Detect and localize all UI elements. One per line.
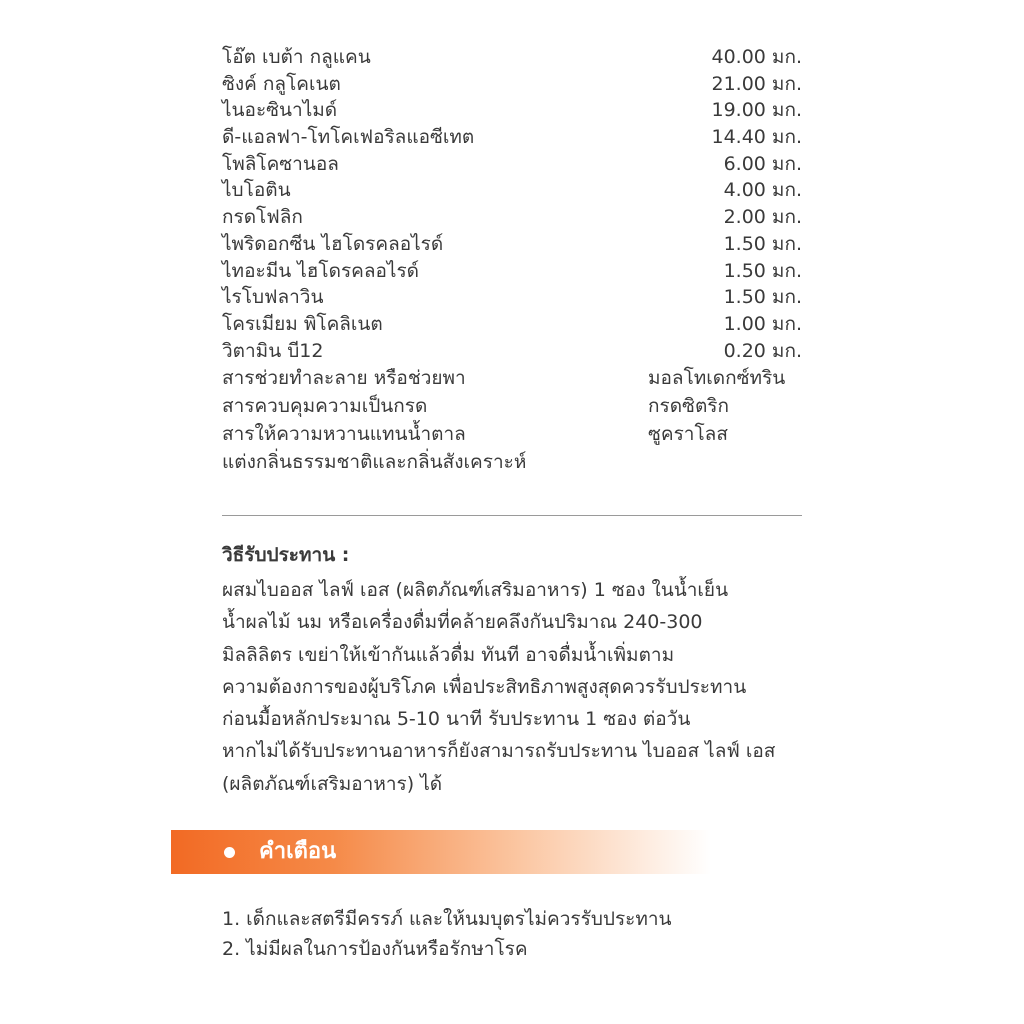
usage-line: (ผลิตภัณฑ์เสริมอาหาร) ได้ — [222, 772, 443, 795]
additive-row — [222, 364, 802, 392]
ingredient-row — [222, 44, 802, 71]
ingredient-row — [222, 258, 802, 285]
additive-value: ซูคราโลส — [648, 423, 728, 446]
ingredient-row — [222, 311, 802, 338]
ingredient-name: วิตามิน บี12 — [222, 339, 324, 362]
usage-line: ก่อนมื้อหลักประมาณ 5-10 นาที รับประทาน 1 ซอง ต่อวัน — [222, 708, 691, 731]
ingredient-row — [222, 124, 802, 151]
additive-name: สารช่วยทำละลาย หรือช่วยพา — [222, 367, 466, 390]
usage-line: มิลลิลิตร เขย่าให้เข้ากันแล้วดื่ม ทันที อาจดื่มน้ำเพิ่มตาม — [222, 643, 675, 666]
ingredient-row — [222, 151, 802, 178]
ingredient-amount: 4.00 มก. — [723, 179, 802, 202]
warning-item: 2. ไม่มีผลในการป้องกันหรือรักษาโรค — [222, 938, 528, 960]
ingredient-name: โพลิโคซานอล — [222, 152, 339, 175]
ingredient-name: ไพริดอกซีน ไฮโดรคลอไรด์ — [222, 232, 444, 255]
ingredient-amount: 6.00 มก. — [723, 152, 802, 175]
section-divider — [222, 515, 802, 516]
ingredient-amount: 2.00 มก. — [723, 206, 802, 229]
ingredient-amount: 14.40 มก. — [711, 126, 802, 149]
ingredient-name: ไรโบฟลาวิน — [222, 286, 324, 309]
warning-banner — [171, 830, 711, 874]
usage-line: ความต้องการของผู้บริโภค เพื่อประสิทธิภาพสูงสุดควรรับประทาน — [222, 675, 747, 698]
additive-name: สารให้ความหวานแทนน้ำตาล — [222, 423, 466, 446]
ingredient-row — [222, 97, 802, 124]
ingredient-name: ไทอะมีน ไฮโดรคลอไรด์ — [222, 259, 420, 282]
ingredient-name: โอ๊ต เบต้า กลูแคน — [222, 46, 371, 68]
ingredient-name: ดี-แอลฟา-โทโคเฟอริลแอซีเทต — [222, 126, 475, 149]
ingredient-row — [222, 338, 802, 365]
warning-title: คำเตือน — [259, 839, 337, 864]
ingredient-amount: 21.00 มก. — [711, 72, 802, 95]
warning-list — [222, 904, 822, 964]
ingredient-row — [222, 177, 802, 204]
usage-section — [222, 540, 812, 800]
ingredient-amount: 1.00 มก. — [723, 312, 802, 335]
ingredient-name: โครเมียม พิโคลิเนต — [222, 312, 383, 335]
additive-row — [222, 392, 802, 420]
ingredient-row — [222, 231, 802, 258]
ingredient-row — [222, 71, 802, 98]
usage-line: หากไม่ได้รับประทานอาหารก็ยังสามารถรับประทาน ไบออส ไลฟ์ เอส — [222, 740, 776, 763]
ingredient-amount: 1.50 มก. — [723, 232, 802, 255]
ingredient-name: ไนอะซินาไมด์ — [222, 99, 338, 122]
additive-row — [222, 420, 802, 448]
additive-value: กรดซิตริก — [648, 395, 729, 418]
bullet-dot-icon — [224, 847, 235, 858]
additive-name: แต่งกลิ่นธรรมชาติและกลิ่นสังเคราะห์ — [222, 451, 527, 474]
ingredient-amount: 1.50 มก. — [723, 259, 802, 282]
warning-item: 1. เด็กและสตรีมีครรภ์ และให้นมบุตรไม่ควรรับประทาน — [222, 908, 672, 930]
usage-line: ผสมไบออส ไลฟ์ เอส (ผลิตภัณฑ์เสริมอาหาร) 1 ซอง ในน้ำเย็น — [222, 579, 729, 601]
usage-line: น้ำผลไม้ นม หรือเครื่องดื่มที่คล้ายคลึงกันปริมาณ 240-300 — [222, 611, 703, 634]
ingredient-name: กรดโฟลิก — [222, 206, 303, 229]
additive-name: สารควบคุมความเป็นกรด — [222, 395, 428, 418]
usage-title: วิธีรับประทาน : — [222, 544, 350, 566]
ingredient-amount: 40.00 มก. — [711, 46, 802, 68]
ingredient-row — [222, 284, 802, 311]
ingredient-row — [222, 204, 802, 231]
ingredient-amount: 0.20 มก. — [723, 339, 802, 362]
additive-value: มอลโทเดกซ์ทริน — [648, 367, 786, 390]
ingredients-list — [222, 44, 802, 476]
ingredient-name: ซิงค์ กลูโคเนต — [222, 72, 341, 95]
additive-row — [222, 448, 802, 476]
ingredient-name: ไบโอติน — [222, 179, 291, 202]
ingredient-amount: 1.50 มก. — [723, 286, 802, 309]
ingredient-amount: 19.00 มก. — [711, 99, 802, 122]
